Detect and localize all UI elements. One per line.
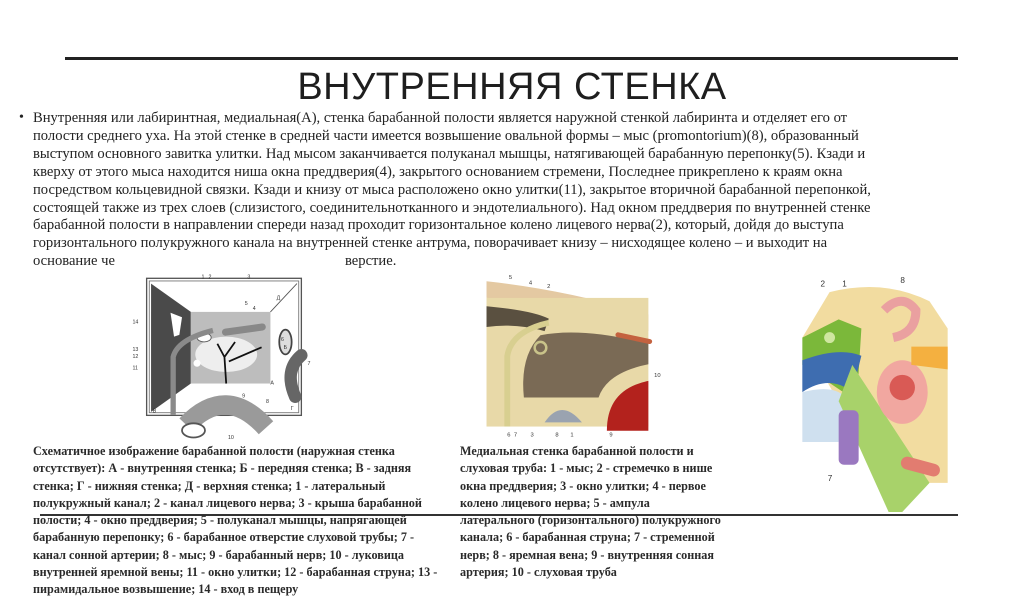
label-A: А xyxy=(270,380,274,387)
label-7: 7 xyxy=(827,474,833,484)
label-12: 12 xyxy=(132,353,139,360)
caption-line: стенка; Г - нижняя стенка; Д - верхняя стенка; 1 - латеральный xyxy=(33,478,386,493)
bullet-marker: • xyxy=(19,110,24,125)
caption-line: слуховая труба: 1 - мыс; 2 - стремечко в нише xyxy=(460,461,713,476)
paragraph-line: состоящей также из трех слоев (слизистого, соединительнотканного и эндотелиального). Над окном преддверия по внутренней стенке xyxy=(33,199,871,216)
label-D: Д xyxy=(276,295,281,302)
label-8: 8 xyxy=(900,276,905,286)
paragraph-line: Внутренняя или лабиринтная, медиальная(А), стенка барабанной полости является наружной стенкой лабиринта и отделяет его от xyxy=(33,110,848,126)
paragraph-line: горизонтального полукружного канала на внутренней стенке антрума, поворачивает книзу – нисходящее колено – и выходит на xyxy=(33,235,828,252)
label-5: 5 xyxy=(508,274,513,281)
paragraph-last-line-end: верстие. xyxy=(345,253,397,269)
label-11: 11 xyxy=(132,365,138,372)
body-paragraph xyxy=(33,110,871,253)
label-1: 1 xyxy=(570,432,574,439)
caption-line: канала; 6 - барабанная струна; 7 - стременной xyxy=(460,530,715,545)
caption-line: пирамидальное возвышение; 14 - вход в пещеру xyxy=(33,582,299,597)
label-10: 10 xyxy=(654,372,661,379)
caption-line: артерия; 10 - слуховая труба xyxy=(460,565,617,580)
caption-line: канал сонной артерии; 8 - мыс; 9 - барабанный нерв; 10 - луковица xyxy=(33,547,405,562)
caption-line: барабанную перепонку; 6 - барабанное отверстие слуховой трубы; 7 - xyxy=(33,530,415,545)
label-1: 1 xyxy=(201,274,205,281)
caption-line: полукружный канал; 2 - канал лицевого нерва; 3 - крыша барабанной xyxy=(33,495,422,510)
label-3: 3 xyxy=(530,432,534,439)
caption-line: Схематичное изображение барабанной полости (наружная стенка xyxy=(33,444,395,458)
label-8: 8 xyxy=(555,432,559,439)
caption-line: латерального (горизонтального) полукружного xyxy=(460,513,721,528)
ear-section-figure xyxy=(802,274,948,512)
paragraph-line: кверху от этого мыса находится ниша окна преддверия(4), закрытого основанием стремени, Последнее прикреплено к краям окна xyxy=(33,163,843,180)
label-3: 3 xyxy=(247,274,251,281)
caption-line: окна преддверия; 3 - окно улитки; 4 - первое xyxy=(460,478,706,493)
label-6: 6 xyxy=(281,337,284,344)
caption-line: отсутствует): А - внутренняя стенка; Б - передняя стенка; В - задняя xyxy=(33,461,412,476)
label-7: 7 xyxy=(307,360,311,367)
label-7: 7 xyxy=(513,432,518,439)
caption-line: колено лицевого нерва; 5 - ампула xyxy=(460,495,650,510)
paragraph-last-line-start: основание че xyxy=(33,253,115,269)
label-13: 13 xyxy=(132,346,139,353)
caption-line: полости; 4 - окно преддверия; 5 - полуканал мышцы, напрягающей xyxy=(33,513,407,528)
top-rule xyxy=(65,57,958,60)
paragraph-line: полости среднего уха. На этой стенке в средней части имеется возвышение овальной формы – мыс (promontorium)(8), образованный xyxy=(33,127,859,144)
caption-line: нерв; 8 - яремная вена; 9 - внутренняя сонная xyxy=(460,547,714,562)
label-2: 2 xyxy=(547,283,551,290)
label-9: 9 xyxy=(242,393,246,400)
medial-wall-figure xyxy=(482,273,667,439)
label-2: 2 xyxy=(208,274,212,281)
caption-line: внутренней яремной вены; 11 - окно улитки; 12 - барабанная струна; 13 - xyxy=(33,565,438,580)
label-B: Б xyxy=(283,345,288,352)
schematic-drawing xyxy=(124,273,324,441)
label-5: 5 xyxy=(244,300,248,307)
medial-wall-illustration xyxy=(482,273,667,439)
ear-section-illustration xyxy=(802,274,948,512)
slide-title: ВНУТРЕННЯЯ СТЕНКА xyxy=(297,66,727,108)
label-4: 4 xyxy=(252,306,256,313)
paragraph-line: барабанной полости в направлении спереди назад проходит горизонтальное колено лицевого нерва(2), который, дойдя до выступа xyxy=(33,217,844,234)
medial-wall-caption xyxy=(460,443,721,581)
label-8: 8 xyxy=(266,398,269,405)
label-G: Г xyxy=(290,406,294,413)
label-V: В xyxy=(152,408,157,415)
label-14: 14 xyxy=(132,319,139,326)
caption-line: Медиальная стенка барабанной полости и xyxy=(460,444,694,458)
label-4: 4 xyxy=(528,280,533,287)
paragraph-line: посредством кольцевидной связки. Кзади и книзу от мыса расположено окно улитки(11), закрытое вторичной барабанной перепонкой, xyxy=(33,181,871,198)
schematic-caption xyxy=(33,443,437,599)
label-10: 10 xyxy=(227,435,234,441)
paragraph-line: выступом основного завитка улитки. Над мысом заканчивается полуканал мышцы, натягивающей барабанную перепонку(5). Кзади и xyxy=(33,145,866,162)
label-6: 6 xyxy=(507,432,511,439)
label-1: 1 xyxy=(842,279,847,289)
label-2: 2 xyxy=(820,279,826,289)
schematic-tympanic-cavity-figure xyxy=(124,273,324,441)
label-9: 9 xyxy=(609,432,613,439)
